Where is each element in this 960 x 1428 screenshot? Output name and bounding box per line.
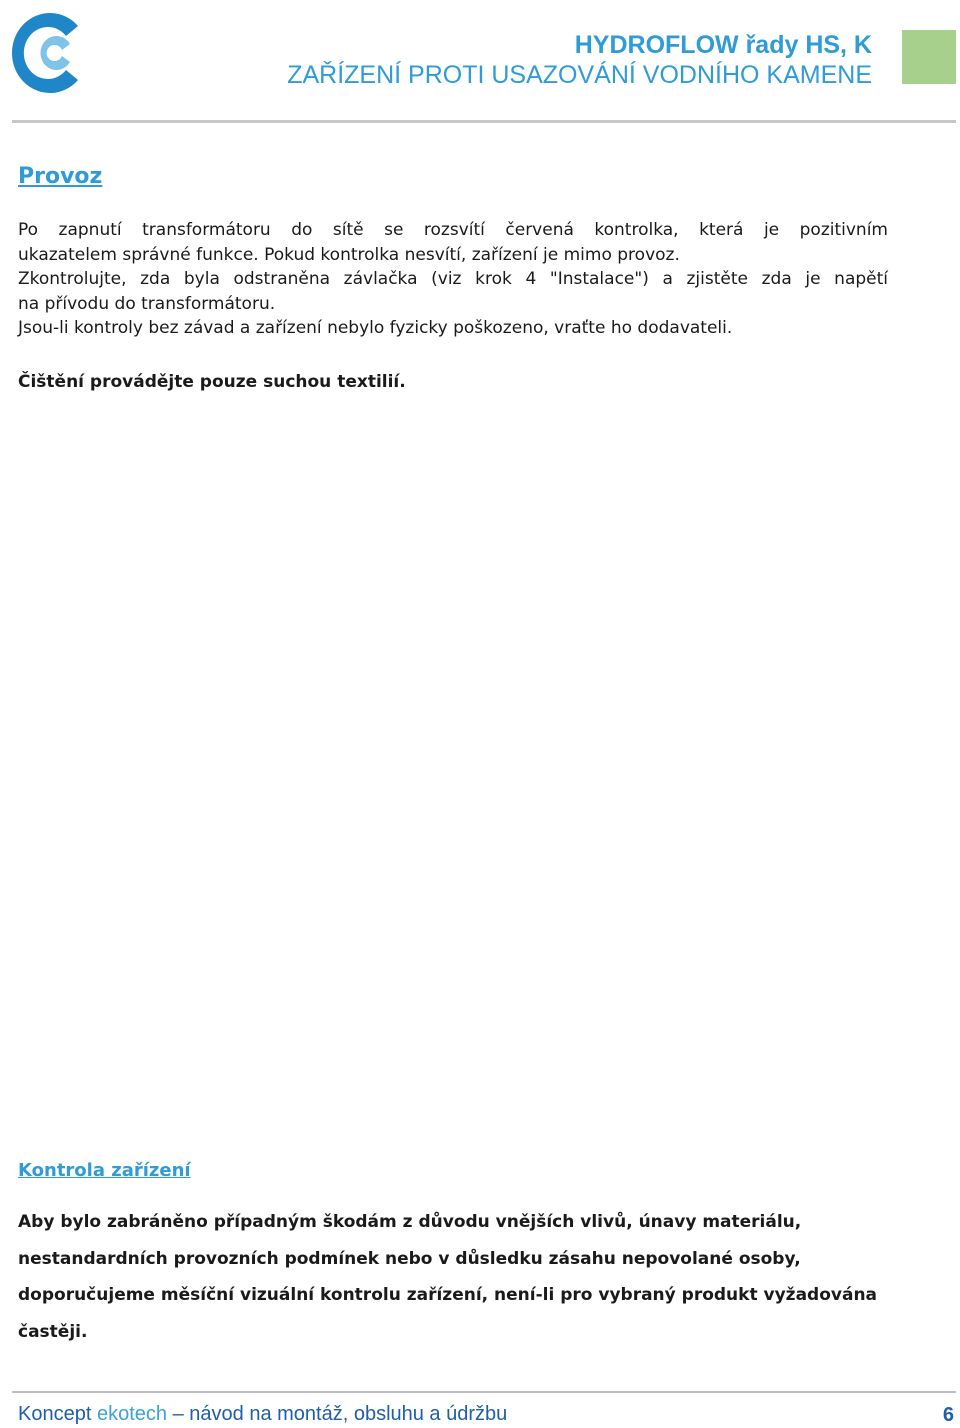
kontrola-line-3: doporučujeme měsíční vizuální kontrolu zařízení, není-li pro vybraný produkt vyžadována (18, 1285, 878, 1305)
footer-divider (12, 1391, 956, 1393)
header-subtitle: ZAŘÍZENÍ PROTI USAZOVÁNÍ VODNÍHO KAMENE (287, 61, 872, 89)
kontrola-line-1: Aby bylo zabráněno případným škodám z důvodu vnějších vlivů, únavy materiálu, (18, 1212, 802, 1232)
cleaning-note: Čištění provádějte pouze suchou textilií. (18, 372, 406, 392)
kontrola-line-4: častěji. (18, 1321, 88, 1342)
footer-description: návod na montáž, obsluhu a údržbu (189, 1403, 508, 1425)
footer-brand: ekotech (96, 1403, 168, 1425)
accent-green-box (902, 30, 956, 84)
page-number: 6 (942, 1404, 954, 1426)
footer-concept: Koncept (18, 1403, 92, 1425)
provoz-line-2: ukazatelem správné funkce. Pokud kontrolka nesvítí, zařízení je mimo provoz. (18, 244, 680, 265)
provoz-line-5: Jsou-li kontroly bez závad a zařízení nebylo fyzicky poškozeno, vraťte ho dodavateli. (18, 318, 733, 338)
company-logo (4, 4, 92, 102)
provoz-line-4: na přívodu do transformátoru. (18, 293, 276, 314)
provoz-line-1: Po zapnutí transformátoru do sítě se rozsvítí červená kontrolka, která je pozitivním (18, 220, 888, 240)
kontrola-paragraph (18, 1204, 898, 1350)
section-heading-kontrola: Kontrola zařízení (18, 1160, 191, 1181)
kontrola-line-2: nestandardních provozních podmínek nebo v důsledku zásahu nepovolané osoby, (18, 1248, 801, 1269)
provoz-line-3: Zkontrolujte, zda byla odstraněna závlačka (viz krok 4 "Instalace") a zjistěte zda je napětí (18, 269, 888, 289)
header-title: HYDROFLOW řady HS, K (574, 31, 872, 59)
footer-text (18, 1403, 507, 1426)
section-heading-provoz: Provoz (18, 164, 103, 189)
footer-dash: – (172, 1403, 184, 1425)
provoz-paragraph (18, 218, 888, 341)
header-titles (287, 30, 872, 90)
header-divider (12, 120, 956, 123)
